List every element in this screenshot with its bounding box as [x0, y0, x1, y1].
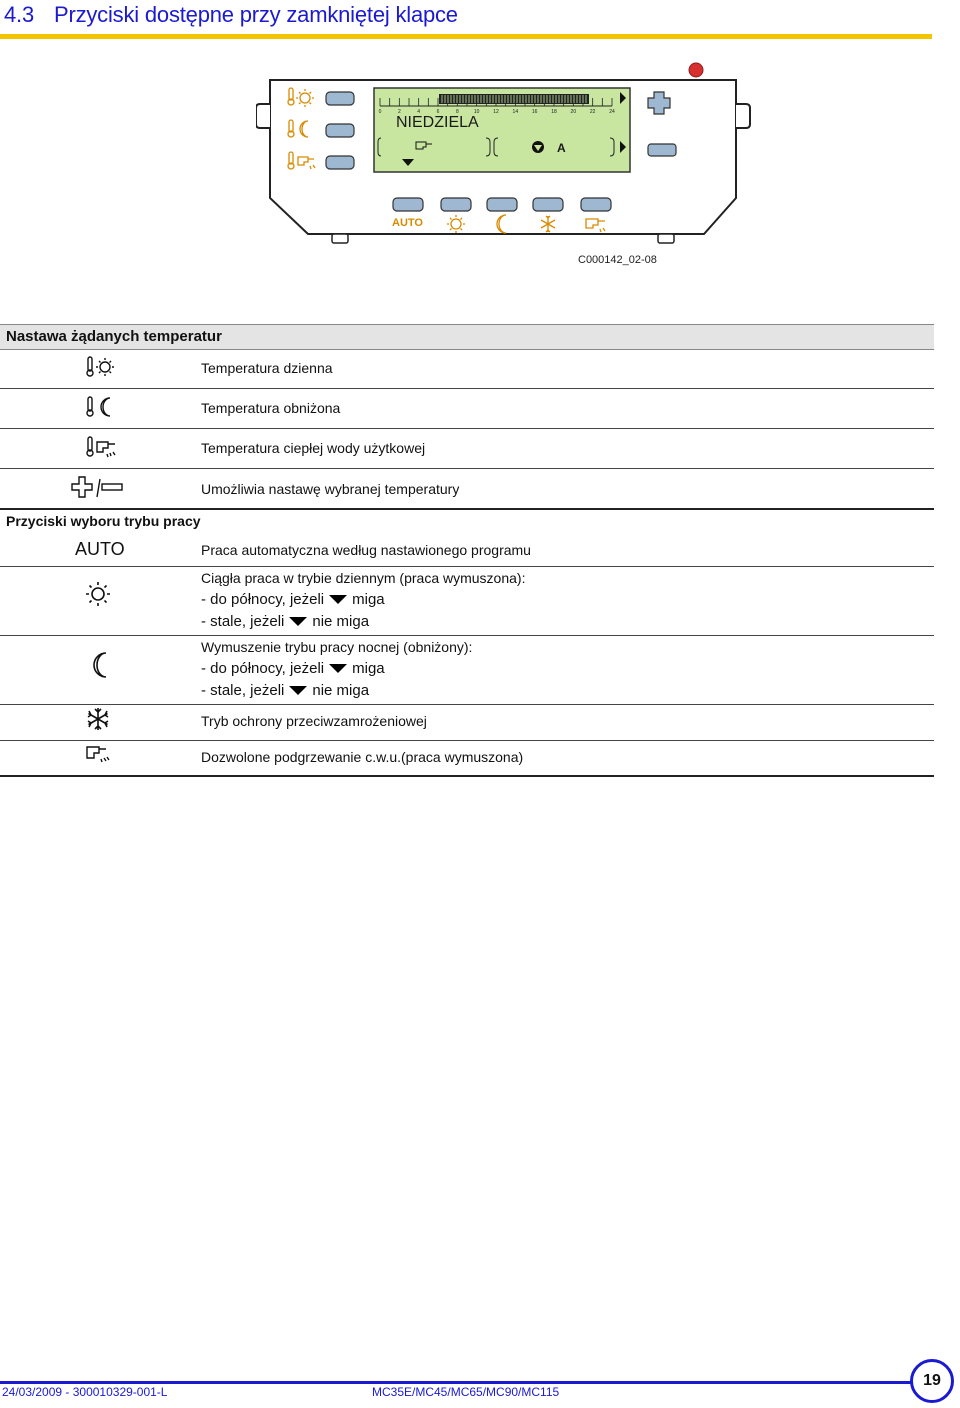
row-day-mode-sub2-blink: nie miga: [312, 613, 370, 630]
group-heading-modes: Przyciski wyboru trybu pracy: [6, 513, 201, 529]
row-night-mode-desc: [201, 636, 472, 702]
row-night-mode-sub1-blink: miga: [352, 660, 385, 677]
triangle-indicator-icon: [329, 664, 347, 673]
lcd-hour-label: 2: [397, 109, 401, 115]
row-night-mode-sub1-text: - do północy, jeżeli: [201, 660, 325, 677]
controller-drawing: [256, 58, 756, 270]
row-night-mode-sub2-text: - stale, jeżeli: [201, 682, 285, 699]
row-auto-text: Praca automatyczna według nastawionego programu: [201, 542, 531, 558]
row-night-mode-sub1: [201, 658, 472, 680]
row-day-mode-sub2-text: - stale, jeżeli: [201, 613, 285, 630]
row-divider: [0, 704, 934, 705]
lcd-hour-label: 6: [436, 109, 440, 115]
row-day-temp-text: Temperatura dzienna: [201, 360, 333, 376]
lcd-hour-label: 18: [551, 109, 557, 115]
group-heading-temperatures: [0, 324, 934, 350]
lcd-hour-label: 4: [417, 109, 421, 115]
lcd-hour-label: 22: [589, 109, 596, 115]
row-day-mode-sub1: [201, 589, 525, 611]
snowflake-icon: [86, 707, 110, 731]
moon-icon: [88, 651, 114, 679]
group-heading-text: Nastawa żądanych temperatur: [6, 328, 222, 345]
row-divider: [0, 428, 934, 429]
row-night-mode-sub2-blink: nie miga: [312, 682, 370, 699]
page-title: Przyciski dostępne przy zamkniętej klapce: [53, 2, 458, 27]
row-dhw-temp-text: Temperatura ciepłej wody użytkowej: [201, 440, 426, 456]
row-night-mode-line1: Wymuszenie trybu pracy nocnej (obniżony):: [201, 639, 473, 655]
footer-doc-ref: 24/03/2009 - 300010329-001-L: [2, 1385, 168, 1399]
lcd-hour-label: 8: [455, 109, 459, 115]
lcd-mode-label: A: [557, 141, 566, 155]
tap-icon: [86, 744, 112, 766]
section-number: 4.3: [4, 2, 34, 27]
row-day-mode-sub2: [201, 611, 525, 633]
triangle-indicator-icon: [289, 617, 307, 626]
row-frost-text: Tryb ochrony przeciwzamrożeniowej: [201, 713, 427, 729]
row-day-mode-sub1-text: - do północy, jeżeli: [201, 591, 325, 608]
lcd-hour-label: 0: [378, 109, 382, 115]
section-title: [4, 2, 458, 28]
lcd-hour-label: 16: [531, 109, 538, 115]
footer-models: MC35E/MC45/MC65/MC90/MC115: [372, 1385, 560, 1399]
lcd-hour-label: 10: [473, 109, 480, 115]
auto-mode-label: AUTO: [75, 539, 125, 559]
plus-minus-icon: [70, 476, 124, 500]
row-set-temp-text: Umożliwia nastawę wybranej temperatury: [201, 481, 460, 497]
lcd-hour-label: 12: [493, 109, 499, 115]
row-dhw-text: Dozwolone podgrzewanie c.w.u.(praca wymuszona): [201, 749, 524, 765]
row-day-mode-line1: Ciągła praca w trybie dziennym (praca wymuszona):: [201, 570, 526, 586]
title-rule: [0, 34, 932, 39]
lcd-hour-label: 24: [609, 109, 615, 115]
lcd-hour-label: 20: [570, 109, 577, 115]
row-day-mode-desc: [201, 567, 525, 633]
table-bottom-rule: [0, 775, 934, 777]
sun-icon: [84, 580, 112, 608]
row-night-mode-sub2: [201, 680, 472, 702]
triangle-indicator-icon: [289, 686, 307, 695]
page-number: 19: [923, 1372, 941, 1389]
thermometer-moon-icon: [84, 396, 118, 418]
thermometer-tap-icon: [84, 436, 118, 460]
row-divider: [0, 740, 934, 741]
controller-figure: [256, 58, 756, 270]
lcd-hour-label: 14: [512, 109, 519, 115]
triangle-indicator-icon: [329, 595, 347, 604]
group-divider: [0, 508, 934, 510]
footer-rule: [0, 1381, 934, 1384]
row-divider: [0, 388, 934, 389]
auto-button-label: AUTO: [392, 217, 423, 229]
figure-code: C000142_02-08: [578, 254, 657, 266]
lcd-day-label: NIEDZIELA: [396, 114, 479, 131]
row-day-mode-sub1-blink: miga: [352, 591, 385, 608]
row-reduced-temp-text: Temperatura obniżona: [201, 400, 341, 416]
page-number-badge: [910, 1359, 954, 1403]
thermometer-sun-icon: [84, 356, 118, 378]
row-divider: [0, 468, 934, 469]
